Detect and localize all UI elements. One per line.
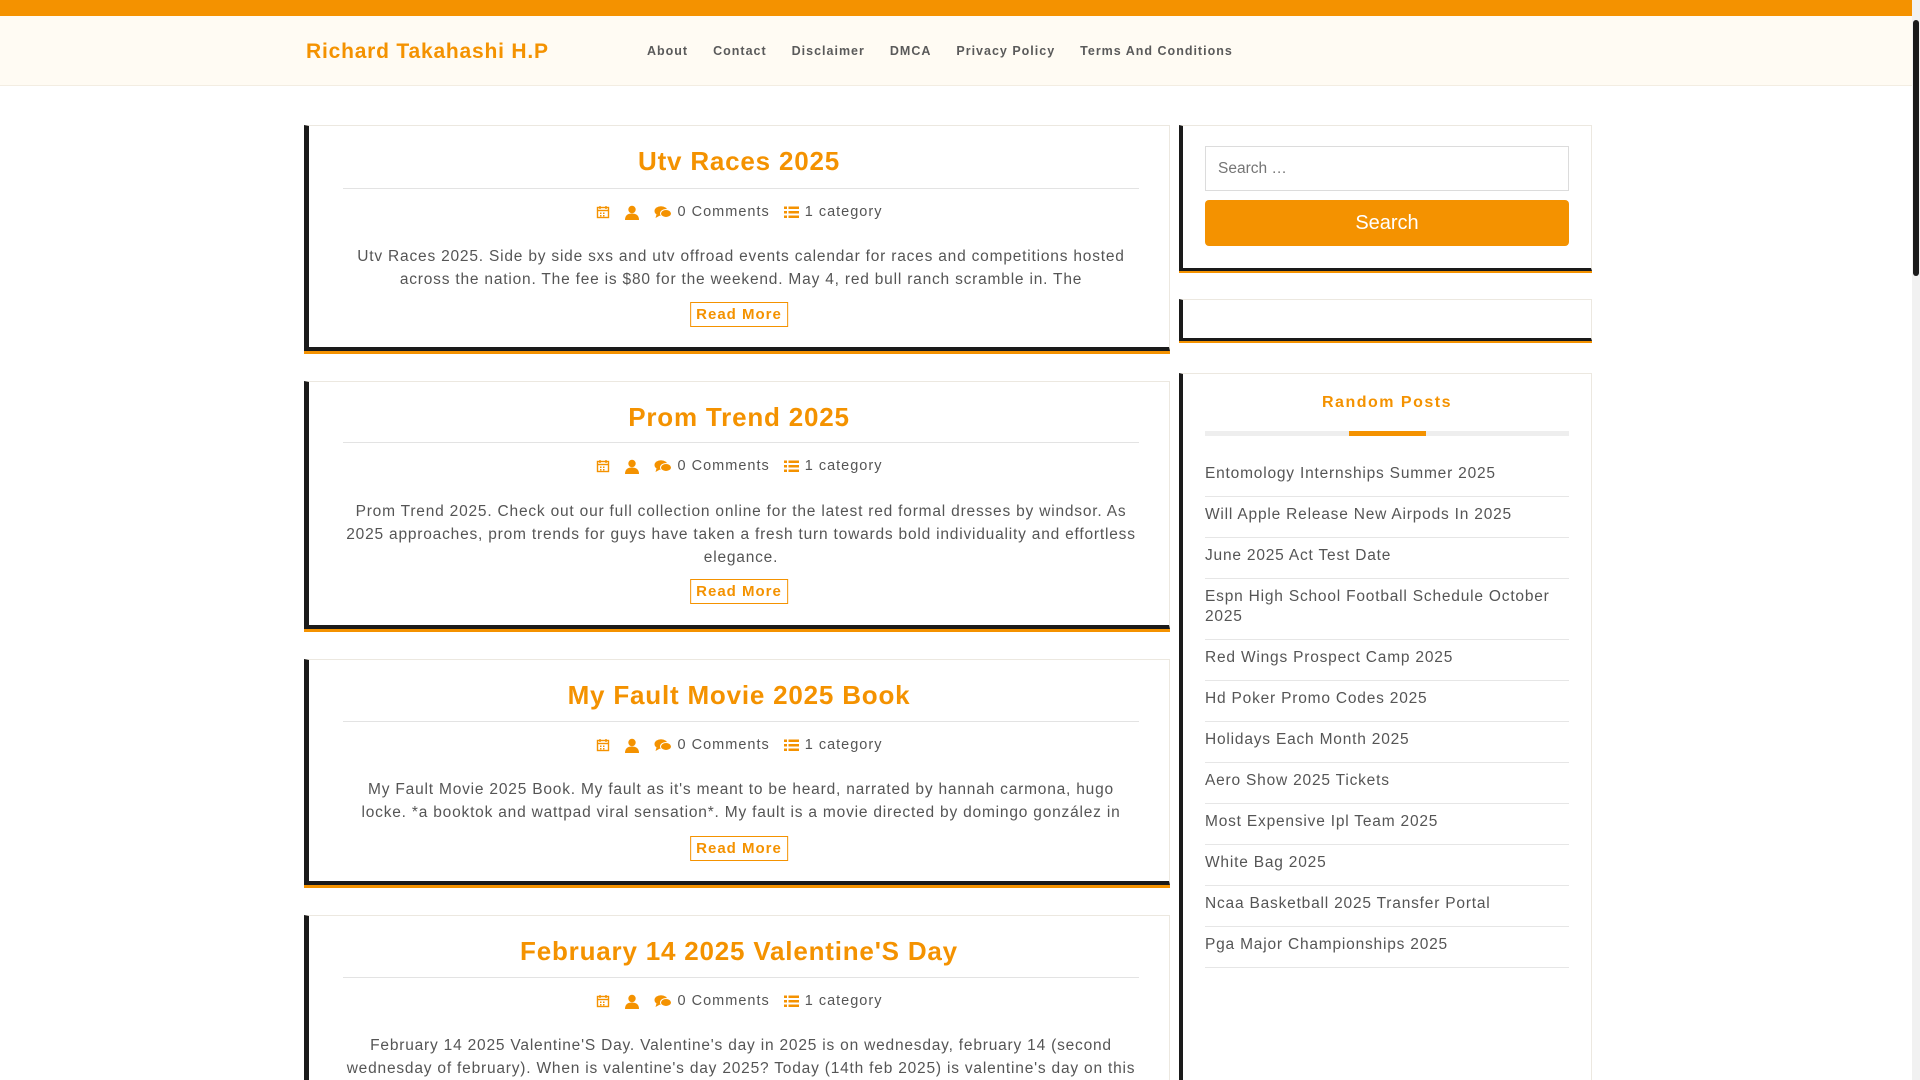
post-category[interactable]: [784, 204, 883, 220]
post-author[interactable]: [624, 459, 640, 474]
post-title-divider: [343, 721, 1139, 722]
post-excerpt: February 14 2025 Valentine'S Day. Valentine's day in 2025 is on wednesday, february 14 (second wednesday of february). When is valentine's day 2025? Today (14th feb 2025) is valentine's day on this: [346, 1037, 1136, 1077]
random-post-link[interactable]: June 2025 Act Test Date: [1205, 538, 1569, 579]
post-title[interactable]: February 14 2025 Valentine'S Day: [520, 936, 958, 966]
nav-item-terms[interactable]: Terms And Conditions: [1080, 44, 1233, 58]
calendar-icon: [596, 459, 610, 473]
post-card: [304, 125, 1170, 351]
post-excerpt: My Fault Movie 2025 Book. My fault as it's meant to be heard, narrated by hannah carmona, hugo locke. *a booktok and wattpad viral sensation*. My fault is a movie directed by domingo gonzález in: [361, 781, 1121, 821]
random-post-link[interactable]: Entomology Internships Summer 2025: [1205, 456, 1569, 497]
comments-icon: [654, 994, 672, 1008]
list-icon: [784, 206, 799, 219]
post-excerpt: Utv Races 2025. Side by side sxs and utv offroad events calendar for races and competitions hosted across the nation. The fee is $80 for the weekend. May 4, red bull ranch scramble in. The: [357, 248, 1125, 288]
calendar-icon: [596, 738, 610, 752]
site-title[interactable]: Richard Takahashi H.P: [306, 40, 549, 63]
random-post-link[interactable]: Holidays Each Month 2025: [1205, 722, 1569, 763]
post-date[interactable]: [596, 738, 610, 752]
post-comments[interactable]: [654, 204, 770, 220]
random-post-link[interactable]: Pga Major Championships 2025: [1205, 927, 1569, 968]
nav-item-about[interactable]: About: [647, 44, 689, 58]
user-icon: [624, 459, 640, 474]
post-author[interactable]: [624, 205, 640, 220]
post-date[interactable]: [596, 205, 610, 219]
random-post-link[interactable]: Aero Show 2025 Tickets: [1205, 763, 1569, 804]
page-scrollbar[interactable]: [1912, 0, 1920, 1080]
random-post-link[interactable]: Espn High School Football Schedule October 2025: [1205, 579, 1569, 640]
post-meta: [309, 737, 1169, 753]
post-category-label: 1 category: [804, 993, 883, 1009]
post-comments-label: 0 Comments: [677, 458, 770, 474]
post-excerpt: Prom Trend 2025. Check out our full collection online for the latest red formal dresses by windsor. As 2025 approaches, prom trends for guys have taken a fresh turn towards bold individuality and effortless elegance.: [346, 503, 1136, 566]
random-post-link[interactable]: Red Wings Prospect Camp 2025: [1205, 640, 1569, 681]
post-date[interactable]: [596, 994, 610, 1008]
read-more-button[interactable]: Read More: [690, 836, 788, 861]
random-posts-list: [1205, 456, 1569, 968]
post-comments[interactable]: [654, 993, 770, 1009]
random-post-link[interactable]: White Bag 2025: [1205, 845, 1569, 886]
user-icon: [624, 994, 640, 1009]
site-header: [0, 16, 1920, 86]
top-accent-bar: [0, 0, 1920, 16]
widget-title-accent: [1349, 431, 1426, 436]
post-meta: [309, 993, 1169, 1009]
random-post-link[interactable]: Ncaa Basketball 2025 Transfer Portal: [1205, 886, 1569, 927]
list-icon: [784, 460, 799, 473]
post-meta: [309, 458, 1169, 474]
post-comments[interactable]: [654, 737, 770, 753]
read-more-button[interactable]: Read More: [690, 302, 788, 327]
post-category[interactable]: [784, 458, 883, 474]
post-card: [304, 915, 1170, 1080]
calendar-icon: [596, 205, 610, 219]
random-post-link[interactable]: Will Apple Release New Airpods In 2025: [1205, 497, 1569, 538]
calendar-icon: [596, 994, 610, 1008]
post-title-divider: [343, 442, 1139, 443]
post-title[interactable]: Prom Trend 2025: [628, 402, 850, 432]
post-title-divider: [343, 188, 1139, 189]
search-input[interactable]: [1205, 146, 1569, 191]
random-post-link[interactable]: Most Expensive Ipl Team 2025: [1205, 804, 1569, 845]
post-meta: [309, 204, 1169, 220]
post-category-label: 1 category: [804, 737, 883, 753]
post-category-label: 1 category: [804, 204, 883, 220]
post-card: [304, 381, 1170, 629]
list-icon: [784, 739, 799, 752]
comments-icon: [654, 205, 672, 219]
search-widget: [1179, 125, 1592, 271]
widget-title-underline: [1205, 431, 1569, 436]
empty-widget: [1179, 299, 1592, 341]
post-author[interactable]: [624, 738, 640, 753]
main-nav: [647, 44, 1258, 58]
post-comments-label: 0 Comments: [677, 993, 770, 1009]
list-icon: [784, 995, 799, 1008]
post-author[interactable]: [624, 994, 640, 1009]
random-posts-widget: [1179, 373, 1592, 1080]
post-comments-label: 0 Comments: [677, 737, 770, 753]
post-category[interactable]: [784, 993, 883, 1009]
post-title[interactable]: Utv Races 2025: [638, 146, 840, 176]
comments-icon: [654, 459, 672, 473]
nav-item-privacy-policy[interactable]: Privacy Policy: [956, 44, 1056, 58]
post-card: [304, 659, 1170, 885]
post-date[interactable]: [596, 459, 610, 473]
random-posts-title: Random Posts: [1321, 394, 1452, 411]
post-title-divider: [343, 977, 1139, 978]
read-more-button[interactable]: Read More: [690, 579, 788, 604]
post-comments[interactable]: [654, 458, 770, 474]
post-category[interactable]: [784, 737, 883, 753]
nav-item-disclaimer[interactable]: Disclaimer: [791, 44, 865, 58]
search-button[interactable]: Search: [1205, 200, 1569, 246]
comments-icon: [654, 738, 672, 752]
random-post-link[interactable]: Hd Poker Promo Codes 2025: [1205, 681, 1569, 722]
scrollbar-thumb[interactable]: [1913, 20, 1919, 276]
post-title[interactable]: My Fault Movie 2025 Book: [567, 680, 911, 710]
nav-item-contact[interactable]: Contact: [713, 44, 767, 58]
nav-item-dmca[interactable]: DMCA: [889, 44, 932, 58]
post-comments-label: 0 Comments: [677, 204, 770, 220]
user-icon: [624, 738, 640, 753]
user-icon: [624, 205, 640, 220]
post-category-label: 1 category: [804, 458, 883, 474]
